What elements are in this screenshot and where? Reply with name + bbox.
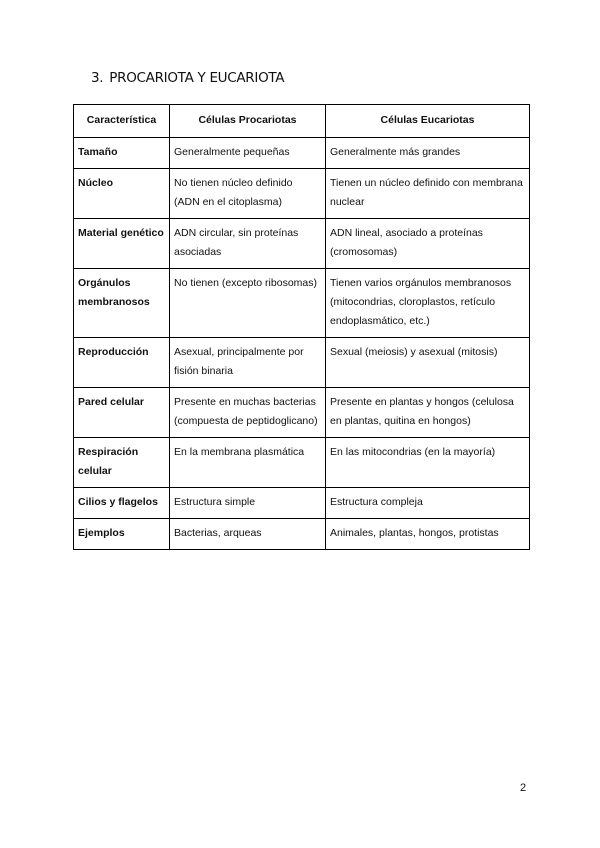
table-row (74, 169, 530, 219)
row-label-cell-wall: Pared celular (74, 388, 170, 438)
cell-eukaryotic: Tienen varios orgánulos membranosos (mitocondrias, cloroplastos, retículo endoplasmático, etc.) (326, 269, 530, 338)
cell-eukaryotic: ADN lineal, asociado a proteínas (cromosomas) (326, 219, 530, 269)
cell-eukaryotic: Estructura compleja (326, 488, 530, 519)
table-row (74, 138, 530, 169)
cell-prokaryotic: ADN circular, sin proteínas asociadas (170, 219, 326, 269)
cell-eukaryotic: Generalmente más grandes (326, 138, 530, 169)
row-label-respiration: Respiración celular (74, 438, 170, 488)
page-number: 2 (520, 782, 527, 794)
table-row (74, 219, 530, 269)
table-row (74, 438, 530, 488)
table-header-row (74, 105, 530, 138)
table-row (74, 388, 530, 438)
section-number: 3. (91, 70, 104, 86)
table-row (74, 488, 530, 519)
cell-prokaryotic: Estructura simple (170, 488, 326, 519)
cell-prokaryotic: Bacterias, arqueas (170, 519, 326, 550)
cell-prokaryotic: No tienen núcleo definido (ADN en el citoplasma) (170, 169, 326, 219)
table-row (74, 338, 530, 388)
cell-prokaryotic: En la membrana plasmática (170, 438, 326, 488)
cell-eukaryotic: Presente en plantas y hongos (celulosa en plantas, quitina en hongos) (326, 388, 530, 438)
section-heading (91, 70, 284, 86)
table-row (74, 269, 530, 338)
cell-prokaryotic: Presente en muchas bacterias (compuesta de peptidoglicano) (170, 388, 326, 438)
row-label-genetic-material: Material genético (74, 219, 170, 269)
cell-eukaryotic: Sexual (meiosis) y asexual (mitosis) (326, 338, 530, 388)
column-header-eukaryotic: Células Eucariotas (326, 105, 530, 138)
row-label-organelles: Orgánulos membranosos (74, 269, 170, 338)
table-row (74, 519, 530, 550)
column-header-prokaryotic: Células Procariotas (170, 105, 326, 138)
row-label-size: Tamaño (74, 138, 170, 169)
cell-eukaryotic: Animales, plantas, hongos, protistas (326, 519, 530, 550)
section-title: PROCARIOTA Y EUCARIOTA (109, 70, 285, 86)
row-label-nucleus: Núcleo (74, 169, 170, 219)
row-label-examples: Ejemplos (74, 519, 170, 550)
cell-prokaryotic: Generalmente pequeñas (170, 138, 326, 169)
row-label-cilia-flagella: Cilios y flagelos (74, 488, 170, 519)
cell-eukaryotic: En las mitocondrias (en la mayoría) (326, 438, 530, 488)
cell-prokaryotic: Asexual, principalmente por fisión binaria (170, 338, 326, 388)
comparison-table (73, 104, 530, 550)
cell-prokaryotic: No tienen (excepto ribosomas) (170, 269, 326, 338)
row-label-reproduction: Reproducción (74, 338, 170, 388)
column-header-characteristic: Característica (74, 105, 170, 138)
cell-eukaryotic: Tienen un núcleo definido con membrana nuclear (326, 169, 530, 219)
